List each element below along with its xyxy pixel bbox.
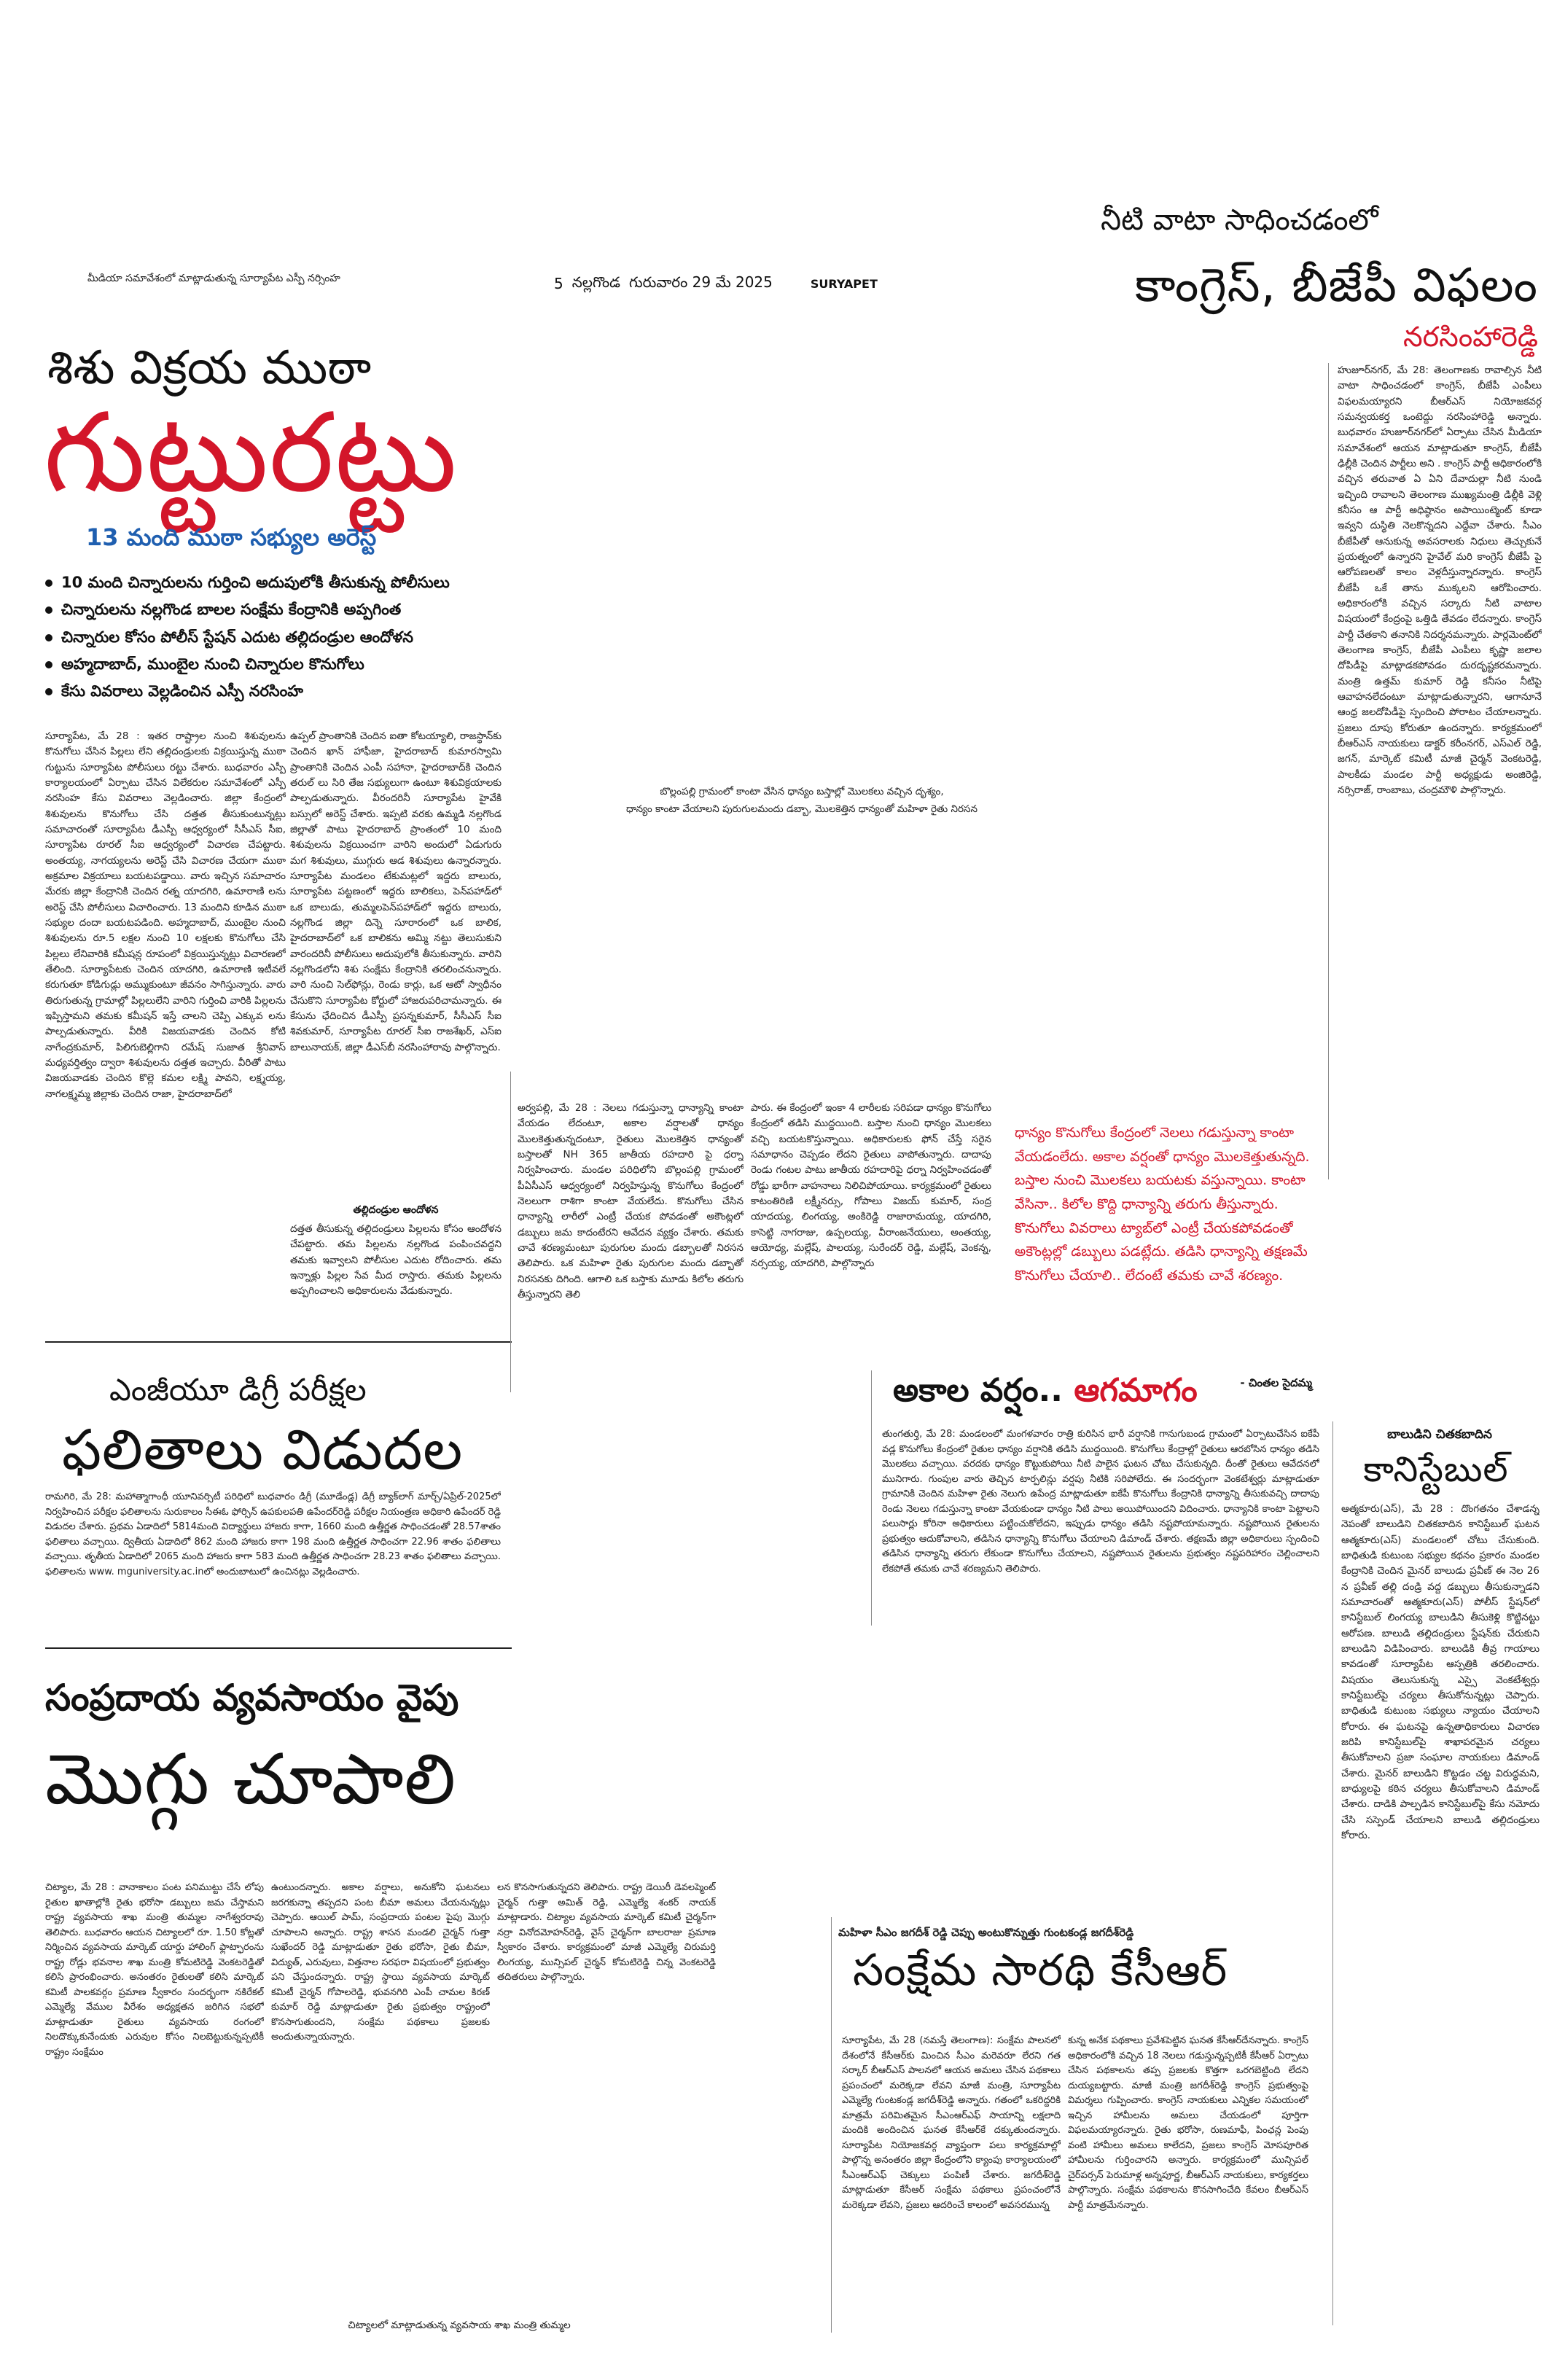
- results-body: రామగిరి, మే 28: మహాత్మాగాంధీ యూనివర్సిటీ పరిధిలో బుధవారం డిగ్రీ (మూడేండ్ల) డిగ్రీ బ్యాక్‌లాగ్ మార్చ్/ఏప్రిల్-2025లో నిర్వహించిన పరీక్షల ఫలితాలను సురుకాలం సీఈఓ ఫోర్సిన్ ఉపకులపతి ఉపేందర్‌రెడ్డి పరీక్షల నియంత్రణ అధికారి ఉపేందర్ రెడ్డి విడుదల చేశారు. ప్రథమ ఏడాదిలో 5814మంది విద్యార్థులు హాజరు కాగా, 1660 మంది ఉత్తీర్ణత సాధించడంతో 28.57శాతం ఫలితాలు వచ్చాయి. ద్వితీయ ఏడాదిలో 862 మంది హాజరు కాగా 198 మంది ఉత్తీర్ణత సాధించగా 22.96 శాతం ఫలితాలు వచ్చాయి. తృతీయ ఏడాదిలో 2065 మంది హాజరు కాగా 583 మంది ఉత్తీర్ణత సాధించగా 28.23 శాతం ఫలితాలు వచ్చాయి. ఫలితాలను www. mguniversity.ac.inలో అందుబాటులో ఉంచినట్లు వెల్లడించారు.: [45, 1491, 501, 1577]
- rule-constable-left: [1332, 1421, 1333, 2325]
- rule-kcr-left: [831, 1917, 832, 2333]
- child-headline: గుట్టురట్టు: [44, 390, 458, 517]
- folio-edition: SURYAPET: [810, 276, 878, 291]
- child-col2: ఉప్పల్ ప్రాంతానికి చెందిన ఐతా కోటయ్యాలి, రాజస్థాన్‌కు చెందిన ఖాన్ హాఫీజా, హైదరాబాద్ కుమారస్వామి ప్రాంతానికి చెందిన ఎంపీ సహానా, హైదరాబాద్‌కి చెందిన తరుల్ లు సిరి తేజ సభ్యులుగా ఉంటూ శిశువిక్రయాలకు పాల్పడుతున్నారు. వీరందరినీ సూర్యాపేట హైవేకి బస్సులో అరెస్ట్ చేశారు. ఇప్పటి వరకు ఉమ్మడి నల్లగొండ జిల్లాతో పాటు హైదరాబాద్ ప్రాంతంలో 10 మంది శిశువులను విక్రయించగా వారిని అందులో ఏడుగురు మగ శిశువులు, ముగ్గురు ఆడ శిశువులు ఉన్నారన్నారు. సూర్యాపేట మండలం టేకుమట్లలో ఇద్దరు బాలురు, సూర్యాపేట పట్టణంలో ఇద్దరు బాలికలు, పెన్‌పహాడ్‌లో ఒక బాలుడు, తుమ్మలపెన్‌పహాడ్‌లో ఇద్దరు బాలురు, నల్లగొండ జిల్లా దిన్నె సూరారంలో ఒక బాలిక, హైదరాబాద్‌లో ఒక బాలికను అమ్మి నట్టు తెలుసుకుని వారందరినీ పోలీసులు అదుపులోకి తీసుకున్నారు. వారిని నల్లగొండలోని శిశు సంక్షేమ కేంద్రానికి తరలించనున్నారు. వారి నుంచి సెల్‌ఫోన్లు, రెండు కార్లు, ఒక ఆటో స్వాధీనం చేసుకొని సూర్యాపేట కోర్టులో హాజరుపరిచామన్నారు. ఈ కేసును ఛేదించిన డీఎస్పీ ప్రసన్నకుమార్, సీసీఎస్ సీఐ శివకుమార్, సూర్యాపేట రూరల్ సీఐ రాజశేఖర్, ఎస్ఐ బాలునాయక్, జిల్లా డీఎస్‌బీ నరసింహారావు పాల్గొన్నారు.: [290, 730, 502, 1053]
- child-bullet: చిన్నారులను నల్లగొండ బాలల సంక్షేమ కేంద్రానికి అప్పగింత: [45, 600, 512, 620]
- farming-photo-caption: చిట్యాలలో మాట్లాడుతున్న వ్యవసాయ శాఖ మంత్రి తుమ్మల: [348, 2319, 571, 2331]
- paddy-col1: అర్వపల్లి, మే 28 : నెలలు గడుస్తున్నా ధాన్యాన్ని కాంటా వేయడం లేదంటూ, అకాల వర్షాలతో ధాన్యం మొలకెత్తుతున్నదంటూ, రైతులు మొలకెత్తిన ధాన్యంతో బస్తాలతో NH 365 జాతీయ రహదారి పై ధర్నా నిర్వహించారు. మండల పరిధిలోని బొల్లంపల్లి గ్రామంలో పీఏసీఎస్ ఆధ్వర్యంలో నిర్వహిస్తున్న కొనుగోలు కేంద్రంలో నెలలుగా రాశిగా కాంటా వేయలేదు. కొనుగోలు చేసిన ధాన్యాన్ని లారీలో ఎంట్రీ చేయక పోవడంతో అకౌంట్లలో డబ్బులు జమ కాదంటేరని ఆవేదన వ్యక్తం చేశారు. తమకు చావే శరణ్యమంటూ పురుగుల మందు డబ్బాలతో నిరసన తెలిపారు. ఒక మహిళా రైతు పురుగుల మందు డబ్బాతో నిరసనకు దిగింది. ఆగాలి ఒక బస్తాకు మూడు కిలోల తరుగు తీస్తున్నారని తెలి: [518, 1102, 744, 1300]
- child-bullet: కేసు వివరాలు వెల్లడించిన ఎస్పీ నరసింహ: [45, 682, 512, 701]
- child-bullet: అహ్మదాబాద్, ముంబైల నుంచి చిన్నారుల కొనుగోలు: [45, 655, 512, 674]
- farming-col3: లన కొనసాగుతున్నదని తెలిపారు. రాష్ట్ర డెయిరీ డెవలప్మెంట్ చైర్మన్ గుత్తా అమిత్ రెడ్డి, ఎమ్మెల్యే శంకర్ నాయక్ మాట్లాడారు. చిట్యాల వ్యవసాయ మార్కెట్ కమిటీ చైర్మన్‌గా నర్రా వినోదమోహన్‌రెడ్డి, వైస్ చైర్మన్‌గా బాలరాజు ప్రమాణ స్వీకారం చేశారు. కార్యక్రమంలో మాజీ ఎమ్మెల్యే చిరుమర్తి లింగయ్య, మున్సిపల్ చైర్మన్ కోమటిరెడ్డి చిన్న వెంకటరెడ్డి తదితరులు పాల్గొన్నారు.: [497, 1882, 716, 1983]
- congress-byline: నరసింహారెడ్డి: [1402, 321, 1538, 353]
- farming-col1: చిట్యాల, మే 28 : వానాకాలం పంట పనిముట్టు చేసే లోపు రైతుల ఖాతాల్లోకి రైతు భరోసా డబ్బులు జమ చేస్తామని రాష్ట్ర వ్యవసాయ శాఖ మంత్రి తుమ్మల నాగేశ్వరరావు తెలిపారు. బుధవారం ఆయన చిట్యాలలో రూ. 1.50 కోట్లతో నిర్మించిన వ్యవసాయ మార్కెట్ యార్డు హాలింగ్ ఫ్లాట్ఫారంను రాష్ట్ర రోడ్లు భవనాల శాఖ మంత్రి కోమటిరెడ్డి వెంకటరెడ్డితో కలిసి ప్రారంభించారు. అనంతరం రైతులతో కలిసి మార్కెట్ కమిటీ పాలకవర్గం ప్రమాణ స్వీకారం సందర్భంగా నకిరేకల్ ఎమ్మెల్యే వేముల వీరేశం అధ్యక్షతన జరిగిన సభలో మాట్లాడుతూ రైతులు వ్యవసాయ రంగంలో నిలదొక్కుకునేందుకు ఎరువుల కోసం నిలబెట్టుకున్నప్పటికీ రాష్ట్రం సంక్షేమం: [45, 1882, 264, 2058]
- congress-body: హుజూర్‌నగర్, మే 28: తెలంగాణకు రావాల్సిన నీటి వాటా సాధించడంలో కాంగ్రెస్, బీజేపీ ఎంపీలు విఫలమయ్యారని బీఆర్ఎస్ నియోజకవర్గ సమన్వయకర్త ఒంటెద్దు నరసింహారెడ్డి అన్నారు. బుధవారం హుజూర్‌నగర్‌లో ఏర్పాటు చేసిన మీడియా సమావేశంలో ఆయన మాట్లాడుతూ కాంగ్రెస్, బీజేపీ ఢిల్లీకి చెందిన పార్టీలు అని . కాంగ్రెస్ పార్టీ ఆధికారంలోకి వచ్చిన తరువాత ఏ ఏని దేవాదుల్లా నీటి నుండి ఇచ్చింది రావాలని తెలంగాణ ముఖ్యమంత్రి డిల్లీకి వెళ్లి కనీసం ఆ పార్టీ అధిష్ఠానం అపాయింట్మెంట్ కూడా ఇవ్వని దుస్థితి నెలకొన్నదని ఎద్దేవా చేశారు. సీఎం బీజేపీతో ఆనుకున్న అవసరాలకు నిధులు తెచ్చుకునే ప్రయత్నంలో ఉన్నారని హైవేల్ మరి కాంగ్రెస్ బీజేపీ పై ఆరోపణలతో కాలం వెళ్లదీస్తున్నారన్నారు. కాంగ్రెస్ బీజేపీ ఒకే తాను ముక్కలని ఆరోపించారు. అధికారంలోకి వచ్చిన సర్కారు నీటి వాటాల విషయంలో కేంద్రంపై ఒత్తిడి తేవడం లేదన్నారు. కాంగ్రెస్ పార్టీ చేతకాని తనానికి నిదర్శనమన్నారు. పార్లమెంట్‌లో తెలంగాణ కాంగ్రెస్, బీజేపీ ఎంపీలు కృష్ణా జలాల దోపిడీపై మాట్లాడకపోవడం దురదృష్టకరమన్నారు. మంత్రి ఉత్తమ్ కుమార్ రెడ్డి కనీసం నీటిపై ఆవాహనలేదంటూ మాట్లాడుతున్నారని, ఆగానూనే ఆంధ్ర జలదోపిడీపై స్పందించి పోరాటం చేయాలన్నారు. ప్రజలు దూపు కోరుతూ ఉందన్నారు. కార్యక్రమంలో బీఆర్ఎస్ నాయకులు డాక్టర్ కరీంనగర్, ఎస్ఎల్ రెడ్డి, జగన్, మార్కెట్ కమిటీ మాజీ చైర్మన్ వెంకటరెడ్డి, పాలకీడు మండల పార్టీ అధ్యక్షుడు అంజిరెడ్డి, నర్సిరాజ్, రాంబాబు, చంద్రమౌళి పాల్గొన్నారు.: [1338, 364, 1542, 796]
- rule-rain-left: [871, 1370, 872, 1626]
- results-headline: ఫలితాలు విడుదల: [62, 1417, 464, 1482]
- child-col2-subhead: తల్లిదండ్రుల ఆందోళన: [353, 1204, 439, 1216]
- farming-kicker: సంప్రదాయ వ్యవసాయం వైపు: [45, 1677, 459, 1719]
- constable-body: ఆత్మకూరు(ఎస్), మే 28 : దొంగతనం చేశాడన్న నెపంతో బాలుడిని చితకబాదిన కానిస్టేబుల్ ఘటన ఆత్మకూరు(ఎస్) మండలంలో చోటు చేసుకుంది. బాధితుడి కుటుంబ సభ్యుల కథనం ప్రకారం మండల కేంద్రానికి చెందిన మైనర్ బాలుడు ప్రవీణ్ ఈ నెల 26 న ప్రవీణ్ తల్లి దండ్రి వద్ద డబ్బులు తీసుకున్నాడని సమాచారంతో ఆత్మకూరు(ఎస్) పోలీస్ స్టేషన్‌లో కానిస్టేబుల్ లింగయ్య బాలుడిని తీసుకెళ్లి కొట్టినట్టు ఆరోపణ. బాలుడి తల్లిదండ్రులు స్టేషన్‌కు చేరుకుని బాలుడిని విడిపించారు. బాలుడికి తీవ్ర గాయాలు కావడంతో సూర్యాపేట ఆస్పత్రికి తరలించారు. విషయం తెలుసుకున్న ఎస్సై వెంకటేశ్వర్లు కానిస్టేబుల్‌పై చర్యలు తీసుకోనున్నట్లు చెప్పారు. బాధితుడి కుటుంబ సభ్యులు న్యాయం చేయాలని కోరారు. ఈ ఘటనపై ఉన్నతాధికారులు విచారణ జరిపి కానిస్టేబుల్‌పై శాఖాపరమైన చర్యలు తీసుకోవాలని ప్రజా సంఘాల నాయకులు డిమాండ్ చేశారు. మైనర్ బాలుడిని కొట్టడం చట్ట విరుద్ధమని, బాధ్యులపై కఠిన చర్యలు తీసుకోవాలని డిమాండ్ చేశారు. దాడికి పాల్పడిన కానిస్టేబుల్‌పై కేసు నమోదు చేసి సస్పెండ్ చేయాలని బాలుడి తల్లిదండ్రులు కోరారు.: [1341, 1503, 1540, 1841]
- congress-headline: కాంగ్రెస్, బీజేపీ విఫలం: [1135, 259, 1538, 313]
- constable-kicker: బాలుడిని చితకబాదిన: [1387, 1427, 1492, 1442]
- rain-headline: [893, 1372, 1330, 1417]
- paddy-quote: ధాన్యం కొనుగోలు కేంద్రంలో నెలలు గడుస్తున్నా కాంటా వేయడంలేదు. అకాల వర్షంతో ధాన్యం మొలకెత్తుతున్నది. బస్తాల నుంచి మొలకలు బయటకు వస్తున్నాయి. కాంటా వేసినా.. కిలోల కొద్ది ధాన్యాన్ని తరుగు తీస్తున్నారు. కొనుగోలు వివరాలు ట్యాబ్‌లో ఎంట్రీ చేయకపోవడంతో అకౌంట్లల్లో డబ్బులు పడట్లేదు. తడిసి ధాన్యాన్ని తక్షణమే కొనుగోలు చేయాలి.. లేదంటే తమకు చావే శరణ్యం.: [1015, 1125, 1310, 1284]
- child-col2-tail: దత్తత తీసుకున్న తల్లిదండ్రులు పిల్లలను కోసం ఆందోళన చేపట్టారు. తమ పిల్లలను నల్లగొండ పంపించవద్దని తమకు ఇవ్వాలని పోలీసుల ఎదుట రోదించారు. తమ ఇన్నాళ్లు పిల్లల సేవ మీద రాస్తారు. తమకు పిల్లలను అప్పగించాలని అధికారులను వేడుకున్నారు.: [290, 1223, 502, 1298]
- child-photo-caption: మీడియా సమావేశంలో మాట్లాడుతున్న సూర్యాపేట ఎస్పీ నర్సింహ: [87, 273, 340, 284]
- folio-date: గురువారం 29 మే 2025: [628, 273, 773, 291]
- child-bullets: [45, 573, 512, 709]
- paddy-col2: పారు. ఈ కేంద్రంలో ఇంకా 4 లారీలకు సరిపడా ధాన్యం కొనుగోలు కేంద్రంలో తడిసి ముద్దయింది. బస్తాల నుంచి ధాన్యం మొలకలు వచ్చి బయటకొస్తున్నాయి. అధికారులకు ఫోన్ చేస్తే సరైన సమాధానం చెప్పడం లేదని రైతులు వాపోతున్నారు. దాదాపు రెండు గంటల పాటు జాతీయ రహదారిపై ధర్నా నిర్వహించడంతో రోడ్డు భారీగా వాహనాలు నిలిచిపోయాయి. కార్యక్రమంలో రైతులు కాటంతిరిణి లక్ష్మీనర్సు, గోపాలు విజయ్ కుమార్, సంద్ర యాదయ్య, లింగయ్య, అంకిరెడ్డి రాజారామయ్య, యాదగిరి, కాసెట్టి నాగరాజు, ఉప్పలయ్య, వీరాంజనేయులు, అంతయ్య, ఆయోధ్య, మల్లేష్, పాలయ్య, సురేందర్ రెడ్డి, మల్లేష్, వెంకన్న, నర్సయ్య, యాదగిరి, పాల్గొన్నారు: [751, 1102, 991, 1270]
- folio-page-number: 5: [554, 275, 563, 292]
- folio-city: నల్లగొండ: [571, 273, 620, 291]
- kcr-col1: సూర్యాపేట, మే 28 (నమస్తే తెలంగాణ): సంక్షేమ పాలనలో దేశంలోనే కేసీఆర్‌కు మించిన సీఎం మరెవరూ లేరని గత సర్కార్ బీఆర్ఎస్ పాలనలో ఆయన అమలు చేసిన పథకాలు ప్రపంచంలో మరెక్కడా లేవని మాజీ మంత్రి, సూర్యాపేట ఎమ్మెల్యే గుంటకండ్ల జగదీశ్‌రెడ్డి అన్నారు. గతంలో ఒకరిద్దరికి మాత్రమే పరిమితమైన సీఎంఆర్‌ఎఫ్ సాయాన్ని లక్షలాది మందికి అందించిన ఘనత కేసీఆర్‌కే దక్కుతుందన్నారు. సూర్యాపేట నియోజకవర్గ వ్యాప్తంగా పలు కార్యక్రమాల్లో పాల్గొన్న అనంతరం జిల్లా కేంద్రంలోని క్యాంపు కార్యాలయంలో సీఎంఆర్‌ఎఫ్ చెక్కులు పంపిణీ చేశారు. జగదీశ్‌రెడ్డి మాట్లాడుతూ కేసీఆర్ సంక్షేమ పథకాలు ప్రపంచంలోనే మరెక్కడా లేవని, ప్రజలు ఆదరించే కాలంలో అవసరమున్న: [842, 2035, 1061, 2211]
- paddy-quote-attribution: - చింతల సైదమ్మ: [1240, 1376, 1312, 1389]
- paddy-caption-line1: బొల్లంపల్లి గ్రామంలో కాంటా వేసిన ధాన్యం బస్తాల్లో మొలకలు వచ్చిన దృశ్యం,: [660, 786, 944, 797]
- farming-headline: మొగ్గు చూపాలి: [45, 1739, 456, 1820]
- child-bullet: 10 మంది చిన్నారులను గుర్తించి అదుపులోకి తీసుకున్న పోలీసులు: [45, 573, 512, 593]
- rain-headline-red: ఆగమాగం: [1074, 1372, 1198, 1409]
- results-kicker: ఎంజీయూ డిగ్రీ పరీక్షల: [109, 1372, 367, 1408]
- farming-col2: ఉంటుందన్నారు. అకాల వర్షాలు, అనుకోని ఘటనలు జరగకున్నా తప్పదని పంట బీమా అమలు చేయనున్నట్లు చెప్పారు. ఆయిల్ పామ్, సంప్రదాయ పంటల పైపు మొగ్గు చూపాలని అన్నారు. రాష్ట్ర శాసన మండలి చైర్మన్ గుత్తా సుఖేందర్ రెడ్డి మాట్లాడుతూ రైతు భరోసా, రైతు బీమా, విద్యుత్, ఎరువులు, విత్తనాల సరఫరా విషయంలో ప్రభుత్వం పని చేస్తుందన్నారు. రాష్ట్ర స్థాయి వ్యవసాయ మార్కెట్ కమిటీ చైర్మన్ గోపాలరెడ్డి, భువనగిరి ఎంపీ చామల కిరణ్ కుమార్ రెడ్డి మాట్లాడుతూ రైతు ప్రభుత్వం రాష్ట్రంలో కొనసాగుతుందని, సంక్షేమ పథకాలు ప్రజలకు అందుతున్నాయన్నారు.: [271, 1882, 490, 2043]
- child-bullet: చిన్నారుల కోసం పోలీస్ స్టేషన్ ఎదుట తల్లిదండ్రుల ఆందోళన: [45, 628, 512, 647]
- rain-body: తుంగతుర్తి, మే 28: మండలంలో మంగళవారం రాత్రి కురిసిన భారీ వర్షానికి గానుగుబండ గ్రామంలో ఏర్పాటుచేసిన ఐకేపీ వడ్ల కొనుగోలు కేంద్రంలో రైతుల ధాన్యం వర్షానికి తడిసి ముద్దయింది. కొనుగోలు కేంద్రాల్లో రైతులు ఆరబోసిన ధాన్యం తడిసి మొలకలు వచ్చాయి. వరదకు ధాన్యం కొట్టుకుపోయి నీటి పాలైన ఘటన చోటు చేసుకున్నది. దీంతో రైతులు ఆవేదనలో మునిగారు. గుంపుల వారు తెచ్చిన టార్పలిన్లు వర్షపు నీటికి సరిపోలేదు. ఈ సందర్భంగా వెంకటేశ్వర్లు మాట్లాడుతూ గ్రామానికి చెందిన మహిళా రైతు నెలుగు ఉపేంద్ర మాట్లాడుతూ ఐకేపీ కొనుగోలు కేంద్రానికి ధాన్యాన్ని తీసుకువచ్చి దాదాపు రెండు నెలలు గడుస్తున్నా కాంటా వేయకుండా ధాన్యం నీటి పాలు అయిపోయిందని విదించారు. ధాన్యానికి కాంటా పెట్టాలని పలుసార్లు కోరినా అధికారులు పట్టించుకోలేదని, ఇప్పుడు ధాన్యం తడిసి నష్టపోయామన్నారు. నష్టపోయిన రైతులను ప్రభుత్వం ఆదుకోవాలని, తడిసిన ధాన్యాన్ని కొనుగోలు చేయాలని డిమాండ్ చేశారు. తక్షణమే జిల్లా అధికారులు స్పందించి తడిసిన ధాన్యాన్ని తరుగు లేకుండా కొనుగోలు చేయాలని, నష్టపోయిన రైతులను ప్రభుత్వం నష్టపరిహారం చెల్లించాలని లేకపోతే తమకు చావే శరణ్యమని తెలిపారు.: [882, 1429, 1319, 1575]
- rule-col-divider-left: [510, 1072, 511, 1392]
- kcr-col2: కున్న అనేక పథకాలు ప్రవేశపెట్టిన ఘనత కేసీఆర్‌దేనన్నారు. కాంగ్రెస్ అధికారంలోకి వచ్చిన 18 నెలలు గడుస్తున్నప్పటికీ కేసీఆర్ ఏర్పాటు చేసిన పథకాలను తప్ప ప్రజలకు కొత్తగా ఒరగబెట్టింది లేదని దుయ్యబట్టారు. మాజీ మంత్రి జగదీశ్‌రెడ్డి కాంగ్రెస్ ప్రభుత్వంపై విమర్శలు గుప్పించారు. కాంగ్రెస్ నాయకులు ఎన్నికల సమయంలో ఇచ్చిన హామీలను అమలు చేయడంలో పూర్తిగా విఫలమయ్యారన్నారు. రైతు భరోసా, రుణమాఫీ, పింఛన్ల పెంపు వంటి హామీలు అమలు కాలేదని, ప్రజలు కాంగ్రెస్ మోసపూరిత హామీలను గుర్తించారని అన్నారు. కార్యక్రమంలో మున్సిపల్ చైర్‌పర్సన్ పెరుమాళ్ల అన్నపూర్ణ, బీఆర్ఎస్ నాయకులు, కార్యకర్తలు పాల్గొన్నారు. సంక్షేమ పథకాలను కొనసాగించేది కేవలం బీఆర్ఎస్ పార్టీ మాత్రమేనన్నారు.: [1068, 2035, 1308, 2211]
- kcr-kicker: మహిళా సీఎం జగదీశ్ రెడ్డి చెప్పు అంటుకొన్నుత్తు గుంటకండ్ల జగదీశ్‌రెడ్డి: [838, 1926, 1134, 1939]
- paddy-caption-line2: ధాన్యం కాంటా వేయాలని పురుగులమందు డబ్బా, మొలకెత్తిన ధాన్యంతో మహిళా రైతు నిరసన: [626, 803, 977, 815]
- congress-kicker: నీటి వాటా సాధించడంలో: [1101, 203, 1378, 237]
- child-subhead: 13 మంది ముఠా సభ్యుల అరెస్ట్: [86, 523, 377, 551]
- child-kicker: శిశు విక్రయ ముఠా: [47, 341, 372, 395]
- rule-congress-left: [1328, 363, 1329, 1179]
- rain-headline-black: అకాల వర్షం..: [893, 1372, 1063, 1409]
- kcr-headline: సంక్షేమ సారథి కేసీఆర్: [853, 1945, 1228, 1996]
- rule-child-bottom: [45, 1341, 512, 1343]
- constable-headline: కానిస్టేబుల్: [1363, 1449, 1509, 1490]
- folio: [554, 273, 933, 294]
- rule-results-bottom: [45, 1647, 512, 1649]
- child-col1: సూర్యాపేట, మే 28 : ఇతర రాష్ట్రాల నుంచి శిశువులను కొనుగోలు చేసిన పిల్లలు లేని తల్లిదండ్రులకు విక్రయిస్తున్న ముఠా గుట్టును సూర్యాపేట పోలీసులు రట్టు చేశారు. బుధవారం ఎస్పీ కార్యాలయంలో ఏర్పాటు చేసిన విలేకరుల సమావేశంలో ఎస్పీ నరసింహ కేసు వివరాలు వెల్లడించారు. జిల్లా కేంద్రంలో శిశువులను కొనుగోలు చేసి దత్తత తీసుకుంటున్నట్లు సమాచారంతో సూర్యాపేట డీఎస్పీ ఆధ్వర్యంలో సీసీఎస్ సీఐ, సూర్యాపేట రూరల్ సీఐ ఆధ్వర్యంలో విచారణ చేపట్టారు. అంతయ్య, నాగయ్యలను అరెస్ట్ చేసి విచారణ చేయగా ముఠా అక్రమాల విక్రయాలు బయటపడ్డాయి. వారు ఇచ్చిన సమాచారం మేరకు జిల్లా కేంద్రానికి చెందిన రత్న యాదగిరి, ఉమారాణి లను అరెస్ట్ చేసి పోలీసులు విచారించారు. 13 మందిని కూడిన ముఠా సభ్యుల దందా బయటపడింది. అహ్మదాబాద్, ముంబైల నుంచి శిశువులను రూ.5 లక్షల నుంచి 10 లక్షలకు కొనుగోలు చేసి పిల్లలు లేనివారికి కమీషన్ల రూపంలో విక్రయిస్తున్నట్లు విచారణలో తేలింది. సూర్యాపేటకు చెందిన యాదగిరి, ఉమారాణి ఇటీవలే కరుగుతూ కోడిగుడ్లు అమ్ముకుంటూ జీవనం సాగిస్తున్నారు. వారు తిరుగుతున్న గ్రామాల్లో పిల్లలులేని వారిని గుర్తించి వారికి పిల్లలను ఇప్పిస్తామని తమకు కమీషన్ ఇస్తే చాలని చెప్పి ఎక్కువ లను పాల్పడుతున్నారు. వీరికి విజయవాడకు చెందిన కోటి నాగేంద్రకుమార్, పిలిగుబెల్లిగాని రమేష్ సుజాత శ్రీనివాస్ మధ్యవర్తిత్వం ద్వారా శిశువులను దత్తత ఇచ్చారు. వీరితో పాటు విజయవాడకు చెందిన కొల్లె కమల లక్ష్మి పావని, లక్ష్మయ్య, నాగలక్ష్మమ్మ జిల్లాకు చెందిన రాజా, హైదరాబాద్‌లో: [45, 730, 286, 1100]
